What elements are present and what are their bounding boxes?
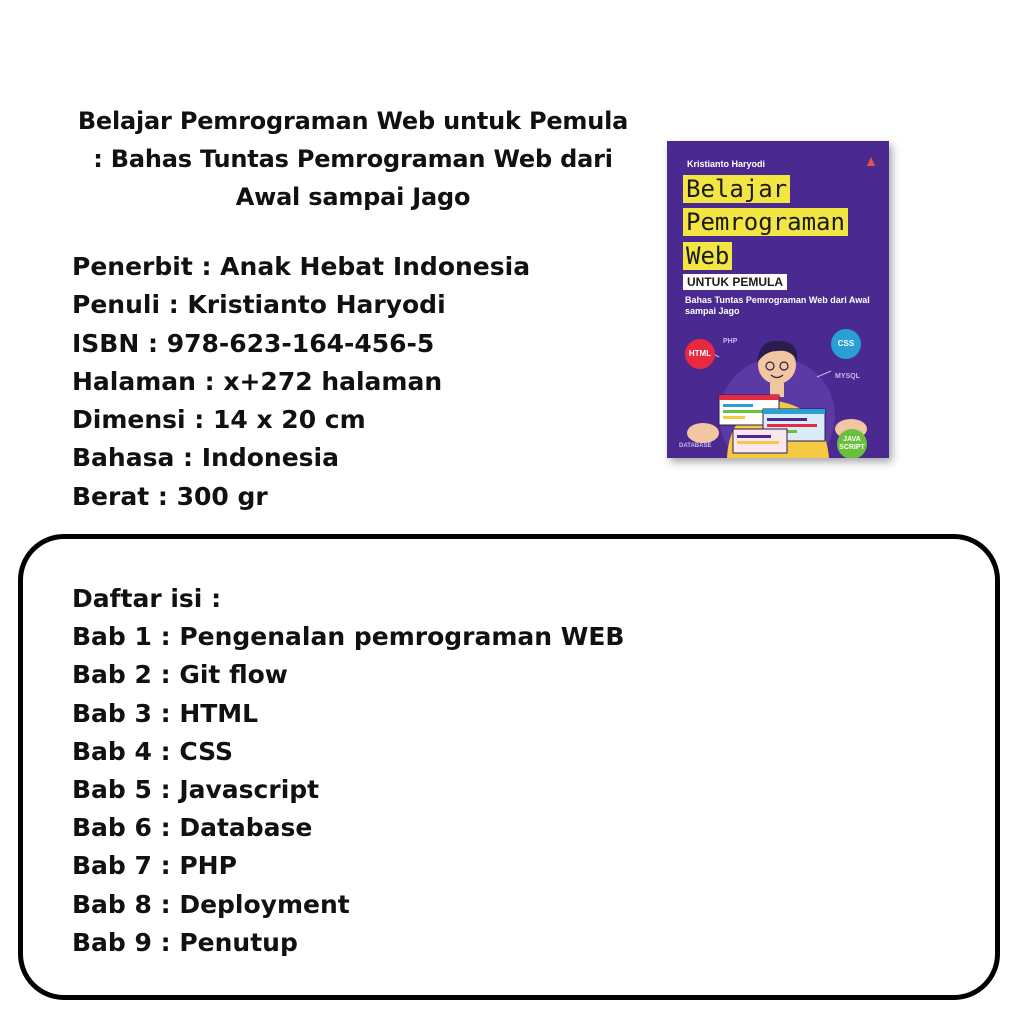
toc-chapter: Bab 2 : Git flow [72,660,288,690]
book-title-line: : Bahas Tuntas Pemrograman Web dari [93,145,613,173]
cover-title-line: Belajar [683,175,790,203]
book-details [72,248,530,516]
cover-title-line: Pemrograman [683,208,848,236]
weight-text: Berat : 300 gr [72,481,268,511]
book-title-line: Belajar Pemrograman Web untuk Pemula [77,107,629,135]
cover-author: Kristianto Haryodi [687,159,766,169]
pages-text: Halaman : x+272 halaman [72,366,443,396]
toc-chapter: Bab 1 : Pengenalan pemrograman WEB [72,622,625,652]
book-title-line: Awal sampai Jago [235,183,471,211]
toc-chapter: Bab 4 : CSS [72,736,234,766]
table-of-contents [72,580,625,962]
html-badge-icon: HTML [685,339,715,369]
javascript-badge-line: SCRIPT [839,444,865,451]
toc-chapter: Bab 9 : Penutup [72,927,298,957]
book-cover-image [667,141,889,458]
cover-title-line: Web [683,242,732,270]
php-label: PHP [723,338,738,345]
mysql-label: MYSQL [835,373,860,380]
publisher-text: Penerbit : Anak Hebat Indonesia [72,252,531,281]
javascript-badge-label [839,436,865,452]
toc-chapter: Bab 7 : PHP [72,851,237,881]
javascript-badge-line: JAVA [843,436,861,443]
css-badge-icon: CSS [831,329,861,359]
toc-chapter: Bab 6 : Database [72,813,313,843]
cover-subtitle: Bahas Tuntas Pemrograman Web dari Awal sampai Jago [685,295,870,316]
toc-chapter: Bab 3 : HTML [72,698,259,728]
toc-chapter: Bab 5 : Javascript [72,775,320,805]
isbn-text: ISBN : 978-623-164-456-5 [72,328,435,358]
javascript-badge-icon [837,429,867,458]
database-label: DATABASE [679,443,712,449]
language-text: Bahasa : Indonesia [72,443,339,473]
toc-heading: Daftar isi : [72,584,222,613]
publisher-logo-icon [867,157,875,166]
cover-tag: UNTUK PEMULA [683,274,787,290]
dimensions-text: Dimensi : 14 x 20 cm [72,405,366,435]
book-title [62,102,644,216]
author-text: Penuli : Kristianto Haryodi [72,290,446,320]
toc-chapter: Bab 8 : Deployment [72,889,350,919]
